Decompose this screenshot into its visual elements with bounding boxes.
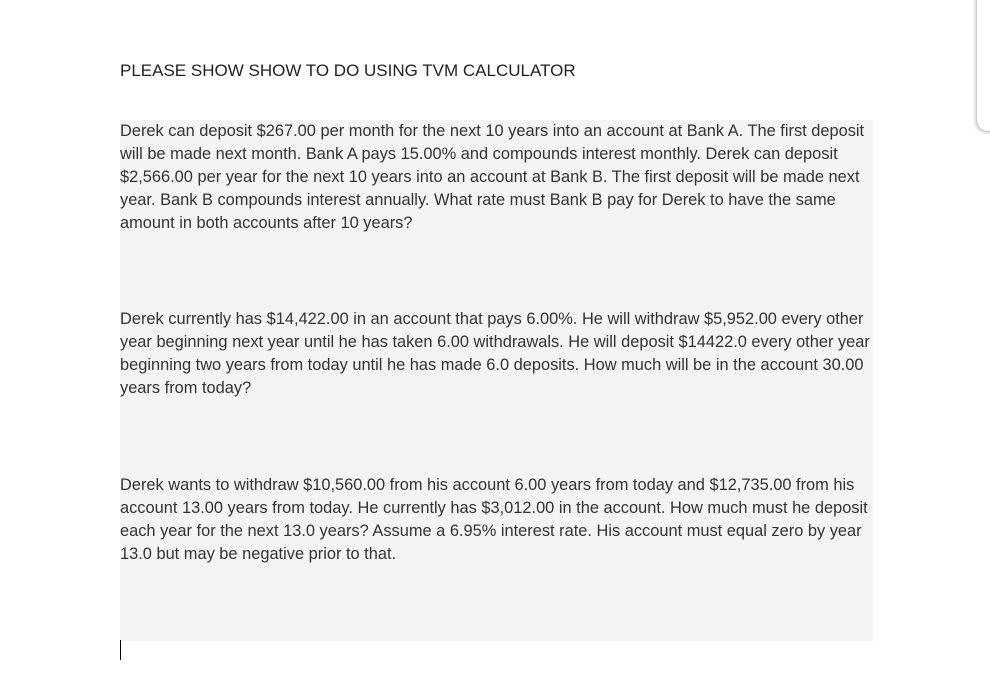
question-3: Derek wants to withdraw $10,560.00 from his account 6.00 years from today and $12,735.00 from his account 13.00 years from today. He currently has $3,012.00 in the account. How much must he deposit each year for the next 13.0 years? Assume a 6.95% interest rate. His account must equal zero by year 13.0 but may be negative prior to that. — [120, 476, 868, 563]
question-1: Derek can deposit $267.00 per month for the next 10 years into an account at Bank A. The first deposit will be made next month. Bank A pays 15.00% and compounds interest monthly. Derek can deposit $2,566.00 per year for the next 10 years into an account at Bank B. The first deposit will be made next year. Bank B compounds interest annually. What rate must Bank B pay for Derek to have the same amount in both accounts after 10 years? — [120, 122, 865, 232]
question-block[interactable] — [120, 120, 873, 641]
text-cursor — [120, 640, 121, 660]
question-2: Derek currently has $14,422.00 in an account that pays 6.00%. He will withdraw $5,952.00 every other year beginning next year until he has taken 6.00 withdrawals. He will deposit $14422.0 every other year beginning two years from today until he has made 6.0 deposits. How much will be in the account 30.00 years from today? — [120, 310, 870, 397]
side-panel-edge[interactable] — [976, 0, 990, 132]
document-title: PLEASE SHOW SHOW TO DO USING TVM CALCULATOR — [120, 61, 576, 80]
